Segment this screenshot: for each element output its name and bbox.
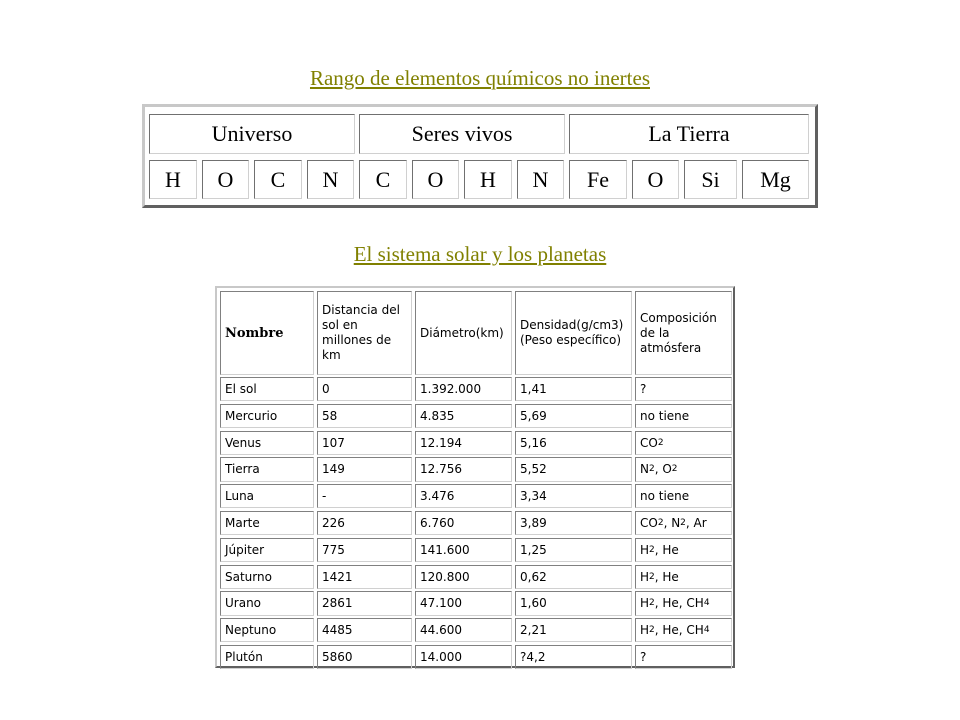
planet-cell-atmosfera: CO 2: [635, 431, 732, 455]
element-cell: C: [359, 160, 407, 199]
planet-cell-diametro: 14.000: [415, 645, 512, 669]
planet-cell-diametro: 4.835: [415, 404, 512, 428]
planet-cell-distancia: 0: [317, 377, 412, 401]
element-cell: N: [307, 160, 354, 199]
group-header-0: Universo: [149, 114, 355, 154]
planet-cell-nombre: Saturno: [220, 565, 314, 589]
planet-cell-distancia: 775: [317, 538, 412, 562]
planet-cell-atmosfera: ?: [635, 645, 732, 669]
planet-cell-atmosfera: H 2 , He: [635, 538, 732, 562]
planet-cell-nombre: Urano: [220, 591, 314, 615]
planet-cell-atmosfera: no tiene: [635, 484, 732, 508]
planet-cell-nombre: El sol: [220, 377, 314, 401]
planet-cell-diametro: 12.194: [415, 431, 512, 455]
elements-title-link[interactable]: Rango de elementos químicos no inertes: [309, 66, 650, 90]
header-densidad: Densidad(g/cm3) (Peso específico): [515, 291, 632, 375]
planet-cell-densidad: ?4,2: [515, 645, 632, 669]
planet-cell-distancia: 5860: [317, 645, 412, 669]
planet-cell-densidad: 5,16: [515, 431, 632, 455]
planet-cell-atmosfera: no tiene: [635, 404, 732, 428]
planet-cell-densidad: 1,60: [515, 591, 632, 615]
planet-cell-distancia: 4485: [317, 618, 412, 642]
planet-cell-distancia: -: [317, 484, 412, 508]
header-nombre: Nombre: [220, 291, 314, 375]
planet-cell-nombre: Marte: [220, 511, 314, 535]
element-cell: H: [464, 160, 512, 199]
element-cell: H: [149, 160, 197, 199]
planet-cell-nombre: Luna: [220, 484, 314, 508]
planet-cell-distancia: 226: [317, 511, 412, 535]
planet-cell-atmosfera: CO 2 , N 2 , Ar: [635, 511, 732, 535]
element-cell: Si: [684, 160, 737, 199]
planet-cell-nombre: Plutón: [220, 645, 314, 669]
planet-cell-atmosfera: ?: [635, 377, 732, 401]
element-cell: Mg: [742, 160, 809, 199]
planet-cell-nombre: Tierra: [220, 457, 314, 481]
element-cell: N: [517, 160, 564, 199]
elements-table: [142, 104, 818, 208]
planet-cell-distancia: 1421: [317, 565, 412, 589]
planet-cell-diametro: 12.756: [415, 457, 512, 481]
element-cell: O: [202, 160, 249, 199]
element-cell: O: [412, 160, 459, 199]
planet-cell-diametro: 3.476: [415, 484, 512, 508]
group-header-1: Seres vivos: [359, 114, 565, 154]
planet-cell-atmosfera: N 2 , O 2: [635, 457, 732, 481]
header-atmosfera: Composición de la atmósfera: [635, 291, 732, 375]
planet-cell-distancia: 2861: [317, 591, 412, 615]
planet-cell-densidad: 3,34: [515, 484, 632, 508]
planet-cell-densidad: 1,25: [515, 538, 632, 562]
planet-cell-diametro: 141.600: [415, 538, 512, 562]
planet-cell-nombre: Júpiter: [220, 538, 314, 562]
solar-system-title-link[interactable]: El sistema solar y los planetas: [353, 242, 607, 266]
planet-cell-diametro: 47.100: [415, 591, 512, 615]
planet-cell-densidad: 5,69: [515, 404, 632, 428]
planet-cell-diametro: 120.800: [415, 565, 512, 589]
planet-cell-densidad: 2,21: [515, 618, 632, 642]
planet-cell-distancia: 58: [317, 404, 412, 428]
header-distancia: Distancia del sol en millones de km: [317, 291, 412, 375]
planet-cell-densidad: 1,41: [515, 377, 632, 401]
group-header-2: La Tierra: [569, 114, 809, 154]
planet-cell-nombre: Venus: [220, 431, 314, 455]
planet-cell-diametro: 1.392.000: [415, 377, 512, 401]
planet-cell-diametro: 6.760: [415, 511, 512, 535]
element-cell: Fe: [569, 160, 627, 199]
planet-cell-atmosfera: H 2 , He: [635, 565, 732, 589]
header-diametro: Diámetro(km): [415, 291, 512, 375]
planet-cell-nombre: Mercurio: [220, 404, 314, 428]
planet-cell-distancia: 107: [317, 431, 412, 455]
planet-cell-distancia: 149: [317, 457, 412, 481]
planet-cell-atmosfera: H 2 , He, CH 4: [635, 618, 732, 642]
planet-cell-nombre: Neptuno: [220, 618, 314, 642]
planet-cell-densidad: 0,62: [515, 565, 632, 589]
planet-cell-densidad: 5,52: [515, 457, 632, 481]
element-cell: C: [254, 160, 302, 199]
element-cell: O: [632, 160, 679, 199]
planets-table: [215, 286, 735, 668]
planet-cell-atmosfera: H 2 , He, CH 4: [635, 591, 732, 615]
planet-cell-densidad: 3,89: [515, 511, 632, 535]
planet-cell-diametro: 44.600: [415, 618, 512, 642]
